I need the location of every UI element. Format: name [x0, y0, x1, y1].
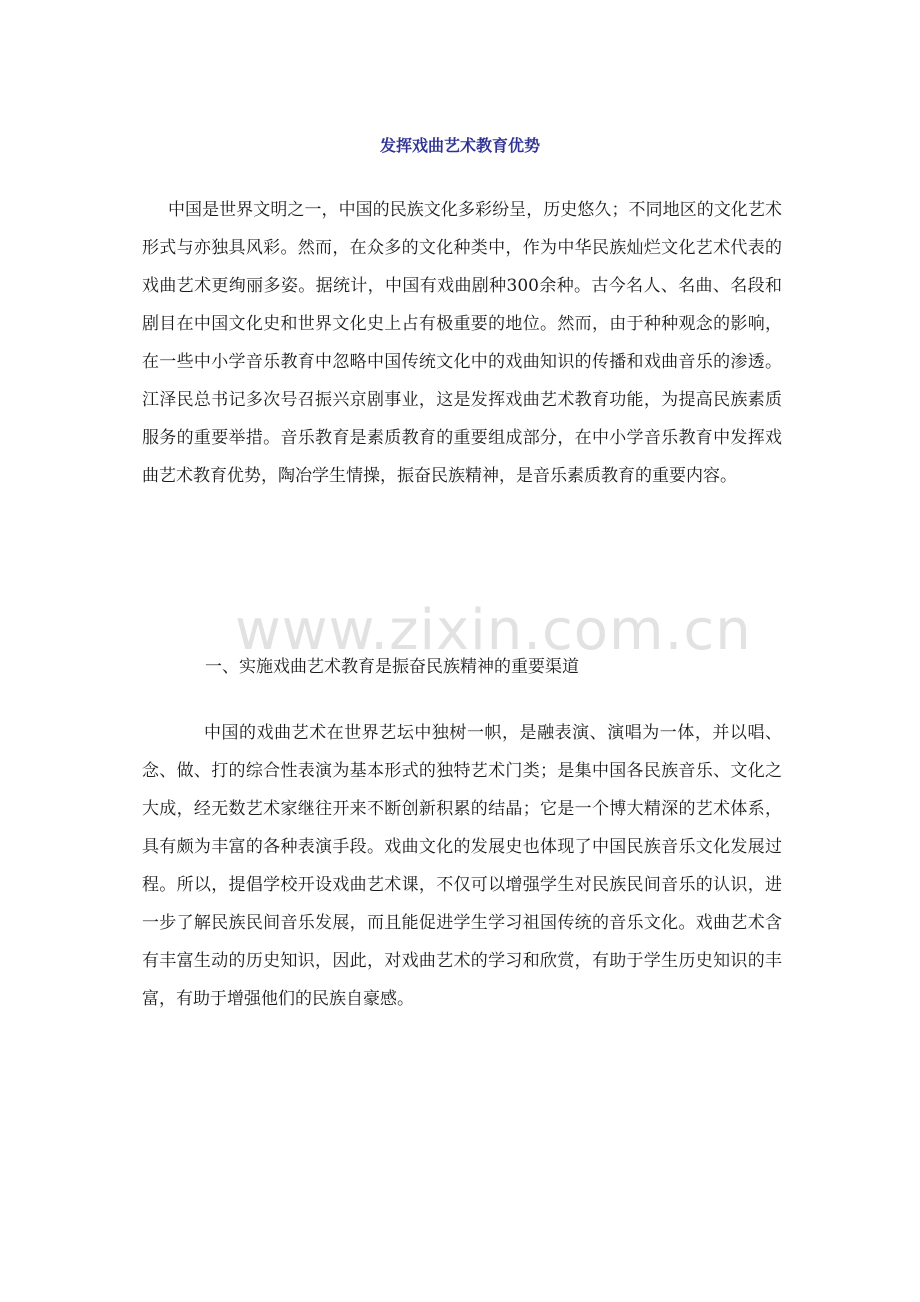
section-heading-1: 一、实施戏曲艺术教育是振奋民族精神的重要渠道 — [205, 657, 579, 677]
paragraph-intro: 中国是世界文明之一，中国的民族文化多彩纷呈，历史悠久；不同地区的文化艺术形式与亦独具风彩。然而，在众多的文化种类中，作为中华民族灿烂文化艺术代表的戏曲艺术更绚丽多姿。据统计，中国有戏曲剧种300余种。古今名人、名曲、名段和剧目在中国文化史和世界文化史上占有极重要的地位。然而，由于种种观念的影响，在一些中小学音乐教育中忽略中国传统文化中的戏曲知识的传播和戏曲音乐的渗透。江泽民总书记多次号召振兴京剧事业，这是发挥戏曲艺术教育功能，为提高民族素质服务的重要举措。音乐教育是素质教育的重要组成部分，在中小学音乐教育中发挥戏曲艺术教育优势，陶冶学生情操，振奋民族精神，是音乐素质教育的重要内容。 — [142, 200, 782, 486]
document-title: 发挥戏曲艺术教育优势 — [379, 136, 540, 155]
paragraph-section-1: 中国的戏曲艺术在世界艺坛中独树一帜，是融表演、演唱为一体，并以唱、念、做、打的综合性表演为基本形式的独特艺术门类；是集中国各民族音乐、文化之大成，经无数艺术家继往开来不断创新积累的结晶；它是一个博大精深的艺术体系，具有颇为丰富的各种表演手段。戏曲文化的发展史也体现了中国民族音乐文化发展过程。所以，提倡学校开设戏曲艺术课，不仅可以增强学生对民族民间音乐的认识，进一步了解民族民间音乐发展，而且能促进学生学习祖国传统的音乐文化。戏曲艺术含有丰富生动的历史知识，因此，对戏曲艺术的学习和欣赏，有助于学生历史知识的丰富，有助于增强他们的民族自豪感。 — [142, 723, 782, 1009]
watermark: www.zixin.com.cn — [235, 598, 752, 663]
